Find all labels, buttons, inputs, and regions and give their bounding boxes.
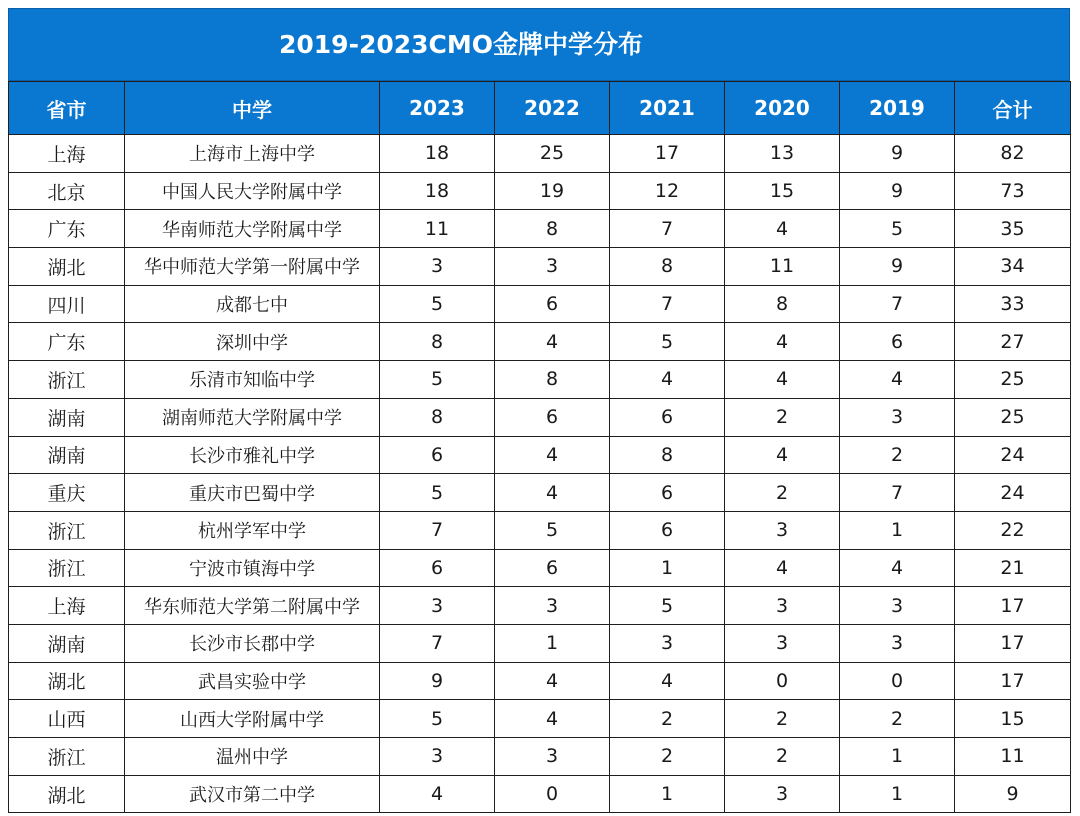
- col-header-2019: 2019: [840, 82, 955, 135]
- table-row: [9, 662, 1071, 700]
- count-2020-cell: 3: [725, 587, 840, 625]
- count-2021-cell: 5: [610, 323, 725, 361]
- count-2021-cell: 6: [610, 398, 725, 436]
- count-2019-cell: 6: [840, 323, 955, 361]
- total-cell: 17: [955, 587, 1071, 625]
- table-row: [9, 624, 1071, 662]
- col-header-2023: 2023: [380, 82, 495, 135]
- count-2019-cell: 4: [840, 361, 955, 399]
- province-cell: 广东: [9, 210, 125, 248]
- school-cell: 杭州学军中学: [125, 511, 380, 549]
- school-cell: 深圳中学: [125, 323, 380, 361]
- province-cell: 湖北: [9, 662, 125, 700]
- total-cell: 21: [955, 549, 1071, 587]
- table-row: [9, 248, 1071, 286]
- count-2023-cell: 5: [380, 361, 495, 399]
- province-cell: 山西: [9, 700, 125, 738]
- total-cell: 82: [955, 135, 1071, 173]
- province-cell: 湖南: [9, 624, 125, 662]
- table-row: [9, 587, 1071, 625]
- count-2023-cell: 5: [380, 474, 495, 512]
- count-2019-cell: 1: [840, 511, 955, 549]
- total-cell: 73: [955, 172, 1071, 210]
- table-row: [9, 436, 1071, 474]
- count-2021-cell: 4: [610, 361, 725, 399]
- province-cell: 湖北: [9, 248, 125, 286]
- count-2022-cell: 4: [495, 323, 610, 361]
- total-cell: 24: [955, 436, 1071, 474]
- total-cell: 22: [955, 511, 1071, 549]
- total-cell: 34: [955, 248, 1071, 286]
- total-cell: 9: [955, 775, 1071, 813]
- count-2019-cell: 7: [840, 474, 955, 512]
- province-cell: 湖南: [9, 436, 125, 474]
- total-cell: 25: [955, 398, 1071, 436]
- count-2023-cell: 5: [380, 285, 495, 323]
- count-2019-cell: 2: [840, 436, 955, 474]
- province-cell: 北京: [9, 172, 125, 210]
- count-2021-cell: 4: [610, 662, 725, 700]
- province-cell: 湖北: [9, 775, 125, 813]
- school-cell: 华东师范大学第二附属中学: [125, 587, 380, 625]
- col-header-total: 合计: [955, 82, 1071, 135]
- count-2020-cell: 3: [725, 624, 840, 662]
- total-cell: 11: [955, 738, 1071, 776]
- count-2022-cell: 0: [495, 775, 610, 813]
- count-2022-cell: 4: [495, 436, 610, 474]
- count-2021-cell: 17: [610, 135, 725, 173]
- province-cell: 浙江: [9, 361, 125, 399]
- province-cell: 上海: [9, 587, 125, 625]
- count-2022-cell: 3: [495, 738, 610, 776]
- school-cell: 武汉市第二中学: [125, 775, 380, 813]
- total-cell: 24: [955, 474, 1071, 512]
- total-cell: 15: [955, 700, 1071, 738]
- total-cell: 27: [955, 323, 1071, 361]
- count-2021-cell: 7: [610, 210, 725, 248]
- table-body: [9, 135, 1071, 813]
- table-row: [9, 285, 1071, 323]
- table-title: 2019-2023CMO金牌中学分布: [279, 30, 644, 59]
- col-header-2021: 2021: [610, 82, 725, 135]
- province-cell: 四川: [9, 285, 125, 323]
- table-row: [9, 210, 1071, 248]
- count-2023-cell: 4: [380, 775, 495, 813]
- province-cell: 重庆: [9, 474, 125, 512]
- count-2020-cell: 3: [725, 775, 840, 813]
- count-2021-cell: 7: [610, 285, 725, 323]
- table-row: [9, 775, 1071, 813]
- count-2022-cell: 19: [495, 172, 610, 210]
- count-2020-cell: 2: [725, 474, 840, 512]
- count-2021-cell: 2: [610, 738, 725, 776]
- count-2022-cell: 3: [495, 587, 610, 625]
- count-2023-cell: 11: [380, 210, 495, 248]
- count-2019-cell: 7: [840, 285, 955, 323]
- school-cell: 中国人民大学附属中学: [125, 172, 380, 210]
- province-cell: 浙江: [9, 549, 125, 587]
- count-2019-cell: 9: [840, 135, 955, 173]
- province-cell: 湖南: [9, 398, 125, 436]
- count-2023-cell: 8: [380, 323, 495, 361]
- table-row: [9, 172, 1071, 210]
- count-2020-cell: 0: [725, 662, 840, 700]
- count-2020-cell: 3: [725, 511, 840, 549]
- total-cell: 33: [955, 285, 1071, 323]
- count-2022-cell: 25: [495, 135, 610, 173]
- school-cell: 湖南师范大学附属中学: [125, 398, 380, 436]
- school-cell: 武昌实验中学: [125, 662, 380, 700]
- count-2021-cell: 3: [610, 624, 725, 662]
- count-2022-cell: 5: [495, 511, 610, 549]
- school-cell: 乐清市知临中学: [125, 361, 380, 399]
- count-2023-cell: 3: [380, 587, 495, 625]
- count-2023-cell: 7: [380, 511, 495, 549]
- count-2020-cell: 13: [725, 135, 840, 173]
- col-header-province: 省市: [9, 82, 125, 135]
- count-2019-cell: 2: [840, 700, 955, 738]
- count-2022-cell: 6: [495, 398, 610, 436]
- table-row: [9, 323, 1071, 361]
- count-2020-cell: 4: [725, 323, 840, 361]
- province-cell: 浙江: [9, 511, 125, 549]
- count-2021-cell: 6: [610, 511, 725, 549]
- count-2019-cell: 3: [840, 587, 955, 625]
- col-header-2020: 2020: [725, 82, 840, 135]
- total-cell: 35: [955, 210, 1071, 248]
- count-2023-cell: 18: [380, 172, 495, 210]
- total-cell: 25: [955, 361, 1071, 399]
- count-2022-cell: 4: [495, 662, 610, 700]
- table-row: [9, 511, 1071, 549]
- count-2023-cell: 6: [380, 436, 495, 474]
- count-2022-cell: 6: [495, 549, 610, 587]
- count-2020-cell: 4: [725, 361, 840, 399]
- count-2020-cell: 4: [725, 549, 840, 587]
- count-2019-cell: 1: [840, 738, 955, 776]
- count-2023-cell: 9: [380, 662, 495, 700]
- count-2020-cell: 2: [725, 398, 840, 436]
- province-cell: 浙江: [9, 738, 125, 776]
- table-row: [9, 398, 1071, 436]
- count-2021-cell: 12: [610, 172, 725, 210]
- count-2022-cell: 8: [495, 210, 610, 248]
- count-2020-cell: 4: [725, 210, 840, 248]
- school-cell: 山西大学附属中学: [125, 700, 380, 738]
- total-cell: 17: [955, 624, 1071, 662]
- count-2022-cell: 4: [495, 474, 610, 512]
- table-row: [9, 700, 1071, 738]
- count-2019-cell: 3: [840, 624, 955, 662]
- total-cell: 17: [955, 662, 1071, 700]
- count-2021-cell: 5: [610, 587, 725, 625]
- count-2022-cell: 6: [495, 285, 610, 323]
- col-header-school: 中学: [125, 82, 380, 135]
- medal-table: [8, 81, 1071, 813]
- count-2020-cell: 4: [725, 436, 840, 474]
- count-2022-cell: 4: [495, 700, 610, 738]
- table-header: [9, 82, 1071, 135]
- school-cell: 长沙市长郡中学: [125, 624, 380, 662]
- count-2021-cell: 1: [610, 775, 725, 813]
- header-row: [9, 82, 1071, 135]
- count-2019-cell: 9: [840, 172, 955, 210]
- school-cell: 长沙市雅礼中学: [125, 436, 380, 474]
- count-2023-cell: 3: [380, 248, 495, 286]
- count-2019-cell: 0: [840, 662, 955, 700]
- count-2021-cell: 1: [610, 549, 725, 587]
- count-2019-cell: 1: [840, 775, 955, 813]
- count-2021-cell: 6: [610, 474, 725, 512]
- count-2019-cell: 3: [840, 398, 955, 436]
- province-cell: 上海: [9, 135, 125, 173]
- count-2022-cell: 1: [495, 624, 610, 662]
- col-header-2022: 2022: [495, 82, 610, 135]
- count-2021-cell: 2: [610, 700, 725, 738]
- count-2019-cell: 4: [840, 549, 955, 587]
- count-2022-cell: 3: [495, 248, 610, 286]
- school-cell: 重庆市巴蜀中学: [125, 474, 380, 512]
- school-cell: 上海市上海中学: [125, 135, 380, 173]
- table-row: [9, 361, 1071, 399]
- count-2019-cell: 5: [840, 210, 955, 248]
- school-cell: 宁波市镇海中学: [125, 549, 380, 587]
- count-2020-cell: 15: [725, 172, 840, 210]
- count-2020-cell: 2: [725, 700, 840, 738]
- count-2020-cell: 8: [725, 285, 840, 323]
- count-2023-cell: 7: [380, 624, 495, 662]
- count-2020-cell: 11: [725, 248, 840, 286]
- count-2022-cell: 8: [495, 361, 610, 399]
- count-2023-cell: 5: [380, 700, 495, 738]
- count-2023-cell: 8: [380, 398, 495, 436]
- school-cell: 温州中学: [125, 738, 380, 776]
- table-row: [9, 738, 1071, 776]
- count-2019-cell: 9: [840, 248, 955, 286]
- count-2021-cell: 8: [610, 248, 725, 286]
- count-2023-cell: 6: [380, 549, 495, 587]
- province-cell: 广东: [9, 323, 125, 361]
- count-2023-cell: 18: [380, 135, 495, 173]
- school-cell: 华中师范大学第一附属中学: [125, 248, 380, 286]
- count-2023-cell: 3: [380, 738, 495, 776]
- table-row: [9, 549, 1071, 587]
- title-banner: [8, 8, 1070, 81]
- count-2020-cell: 2: [725, 738, 840, 776]
- school-cell: 华南师范大学附属中学: [125, 210, 380, 248]
- table-row: [9, 135, 1071, 173]
- table-row: [9, 474, 1071, 512]
- count-2021-cell: 8: [610, 436, 725, 474]
- school-cell: 成都七中: [125, 285, 380, 323]
